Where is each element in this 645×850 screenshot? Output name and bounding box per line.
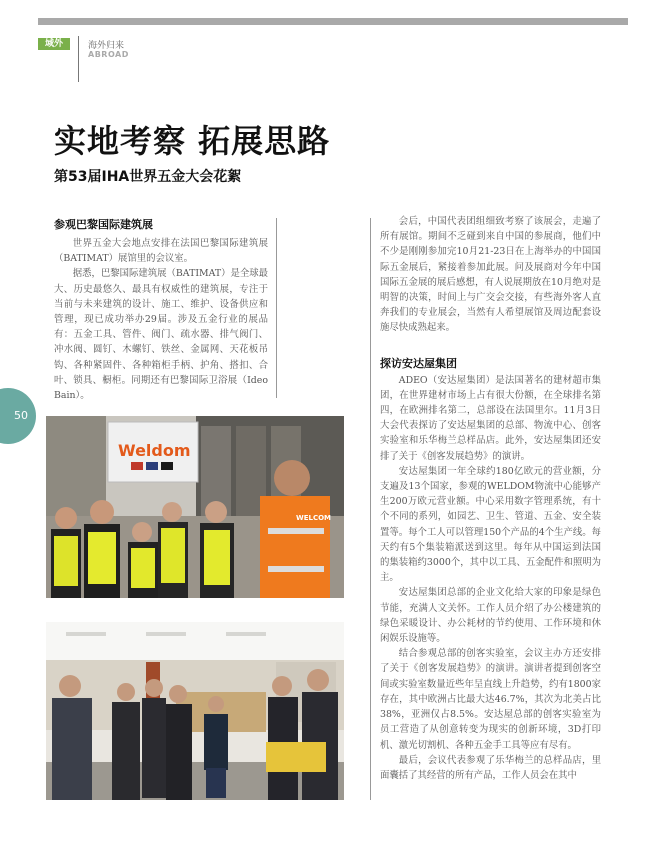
article-title: 实地考察 拓展思路: [54, 122, 331, 160]
right-column: [380, 214, 601, 783]
section-name: 海外归来: [88, 41, 125, 51]
header-divider: [78, 36, 79, 82]
column-rule-left: [276, 218, 277, 398]
left-column: [54, 216, 268, 403]
article-subtitle: 第53届IHA世界五金大会花絮: [54, 169, 242, 185]
paragraph: 据悉，巴黎国际建筑展（BATIMAT）是全球最大、历史最悠久、最具有权威性的建筑展，专注于当前与未来建筑的设计、施工、维护、设备供应和管理，现已成功举办29届。涉及五金行业的展品有：五金工具、管件、阀门、疏水器、排气阀门、冲水阀、圆钉、木螺钉、铁丝、金属网、天花板吊钩、各种紧固件、各种箱柜手柄、护角、搭扣、合叶、锁具、橱柜。同期还有巴黎国际卫浴展（Ideo Bain）。: [54, 268, 269, 402]
photo-weldom-visit: [46, 416, 344, 598]
section-tag: 域外: [38, 38, 70, 50]
paragraph: 安达屋集团一年全球约180亿欧元的营业额，分支遍及13个国家，参观的WELDOM物流中心能够产生200万欧元营业额。中心采用数字管理系统，有十个不同的系列，如园艺、卫生、管道、五金、安全装置等。每个工人可以管理150个产品的4个生产线。每天约有5个集装箱派送到这里。每年从中国运到法国的集装箱约3000个，其中以工具、五金配件和照明为主。: [380, 465, 601, 584]
paragraph: 世界五金大会地点安排在法国巴黎国际建筑展（BATIMAT）展馆里的会议室。: [54, 238, 268, 265]
page-number: 50: [14, 409, 28, 422]
vest-text: WELCOM: [296, 514, 332, 522]
section-heading-batimat: 参观巴黎国际建筑展: [54, 218, 153, 231]
page-number-badge: [0, 388, 36, 444]
section-name-en: ABROAD: [88, 50, 129, 59]
paragraph: 安达屋集团总部的企业文化给大家的印象是绿色节能，充满人文关怀。工作人员介绍了办公楼建筑的绿色采暖设计、办公耗材的节约使用、工作环境和休闲娱乐设施等。: [380, 587, 601, 645]
paragraph: 结合参观总部的创客实验室，会议主办方还安排了关于《创客发展趋势》的演讲。演讲者提到创客空间或实验室数量近些年呈直线上升趋势，约有1800家存在，其中欧洲占比最大达46.7%，其次为北美占比38%，亚洲仅占8.5%。安达屋总部的创客实验室为员工营造了从创意转变为现实的创新环境，3D打印机、激光切割机、各种五金手工具等应有尽有。: [380, 648, 601, 751]
paragraph: ADEO（安达屋集团）是法国著名的建材超市集团，在世界建材市场上占有很大份额，在全球排名第四，在欧洲排名第二，总部设在法国里尔。11月3日大会代表探访了安达屋集团的总部、物流中心、创客实验室和乐华梅兰总样品店。此外，安达屋集团还安排了关于《创客发展趋势》的演讲。: [380, 374, 601, 462]
photo-hq-illustration: [46, 622, 344, 800]
top-rule: [38, 18, 628, 25]
sign-text: Weldom: [118, 441, 191, 460]
section-heading-adeo: 探访安达屋集团: [380, 356, 457, 370]
paragraph: 最后，会议代表参观了乐华梅兰的总样品店，里面囊括了其经营的所有产品，工作人员会在其中: [380, 754, 601, 781]
paragraph: 会后，中国代表团组细致考察了该展会，走遍了所有展馆。期间不乏碰到来自中国的参展商，他们中不少是刚刚参加完10月21-23日在上海举办的中国国际五金展后，紧接着参加此展。问及展商对今年中国国际五金展的展后感想，有人说展期放在10月绝对是明智的决策，时间上与广交会交接，有些海外客人直奔我们的专业展会，当然有人希望展馆及周边配套设施尽快成熟起来。: [380, 216, 601, 334]
column-rule-right: [370, 218, 371, 800]
photo-headquarters-visit: [46, 622, 344, 800]
photo-weldom-illustration: [46, 416, 344, 598]
